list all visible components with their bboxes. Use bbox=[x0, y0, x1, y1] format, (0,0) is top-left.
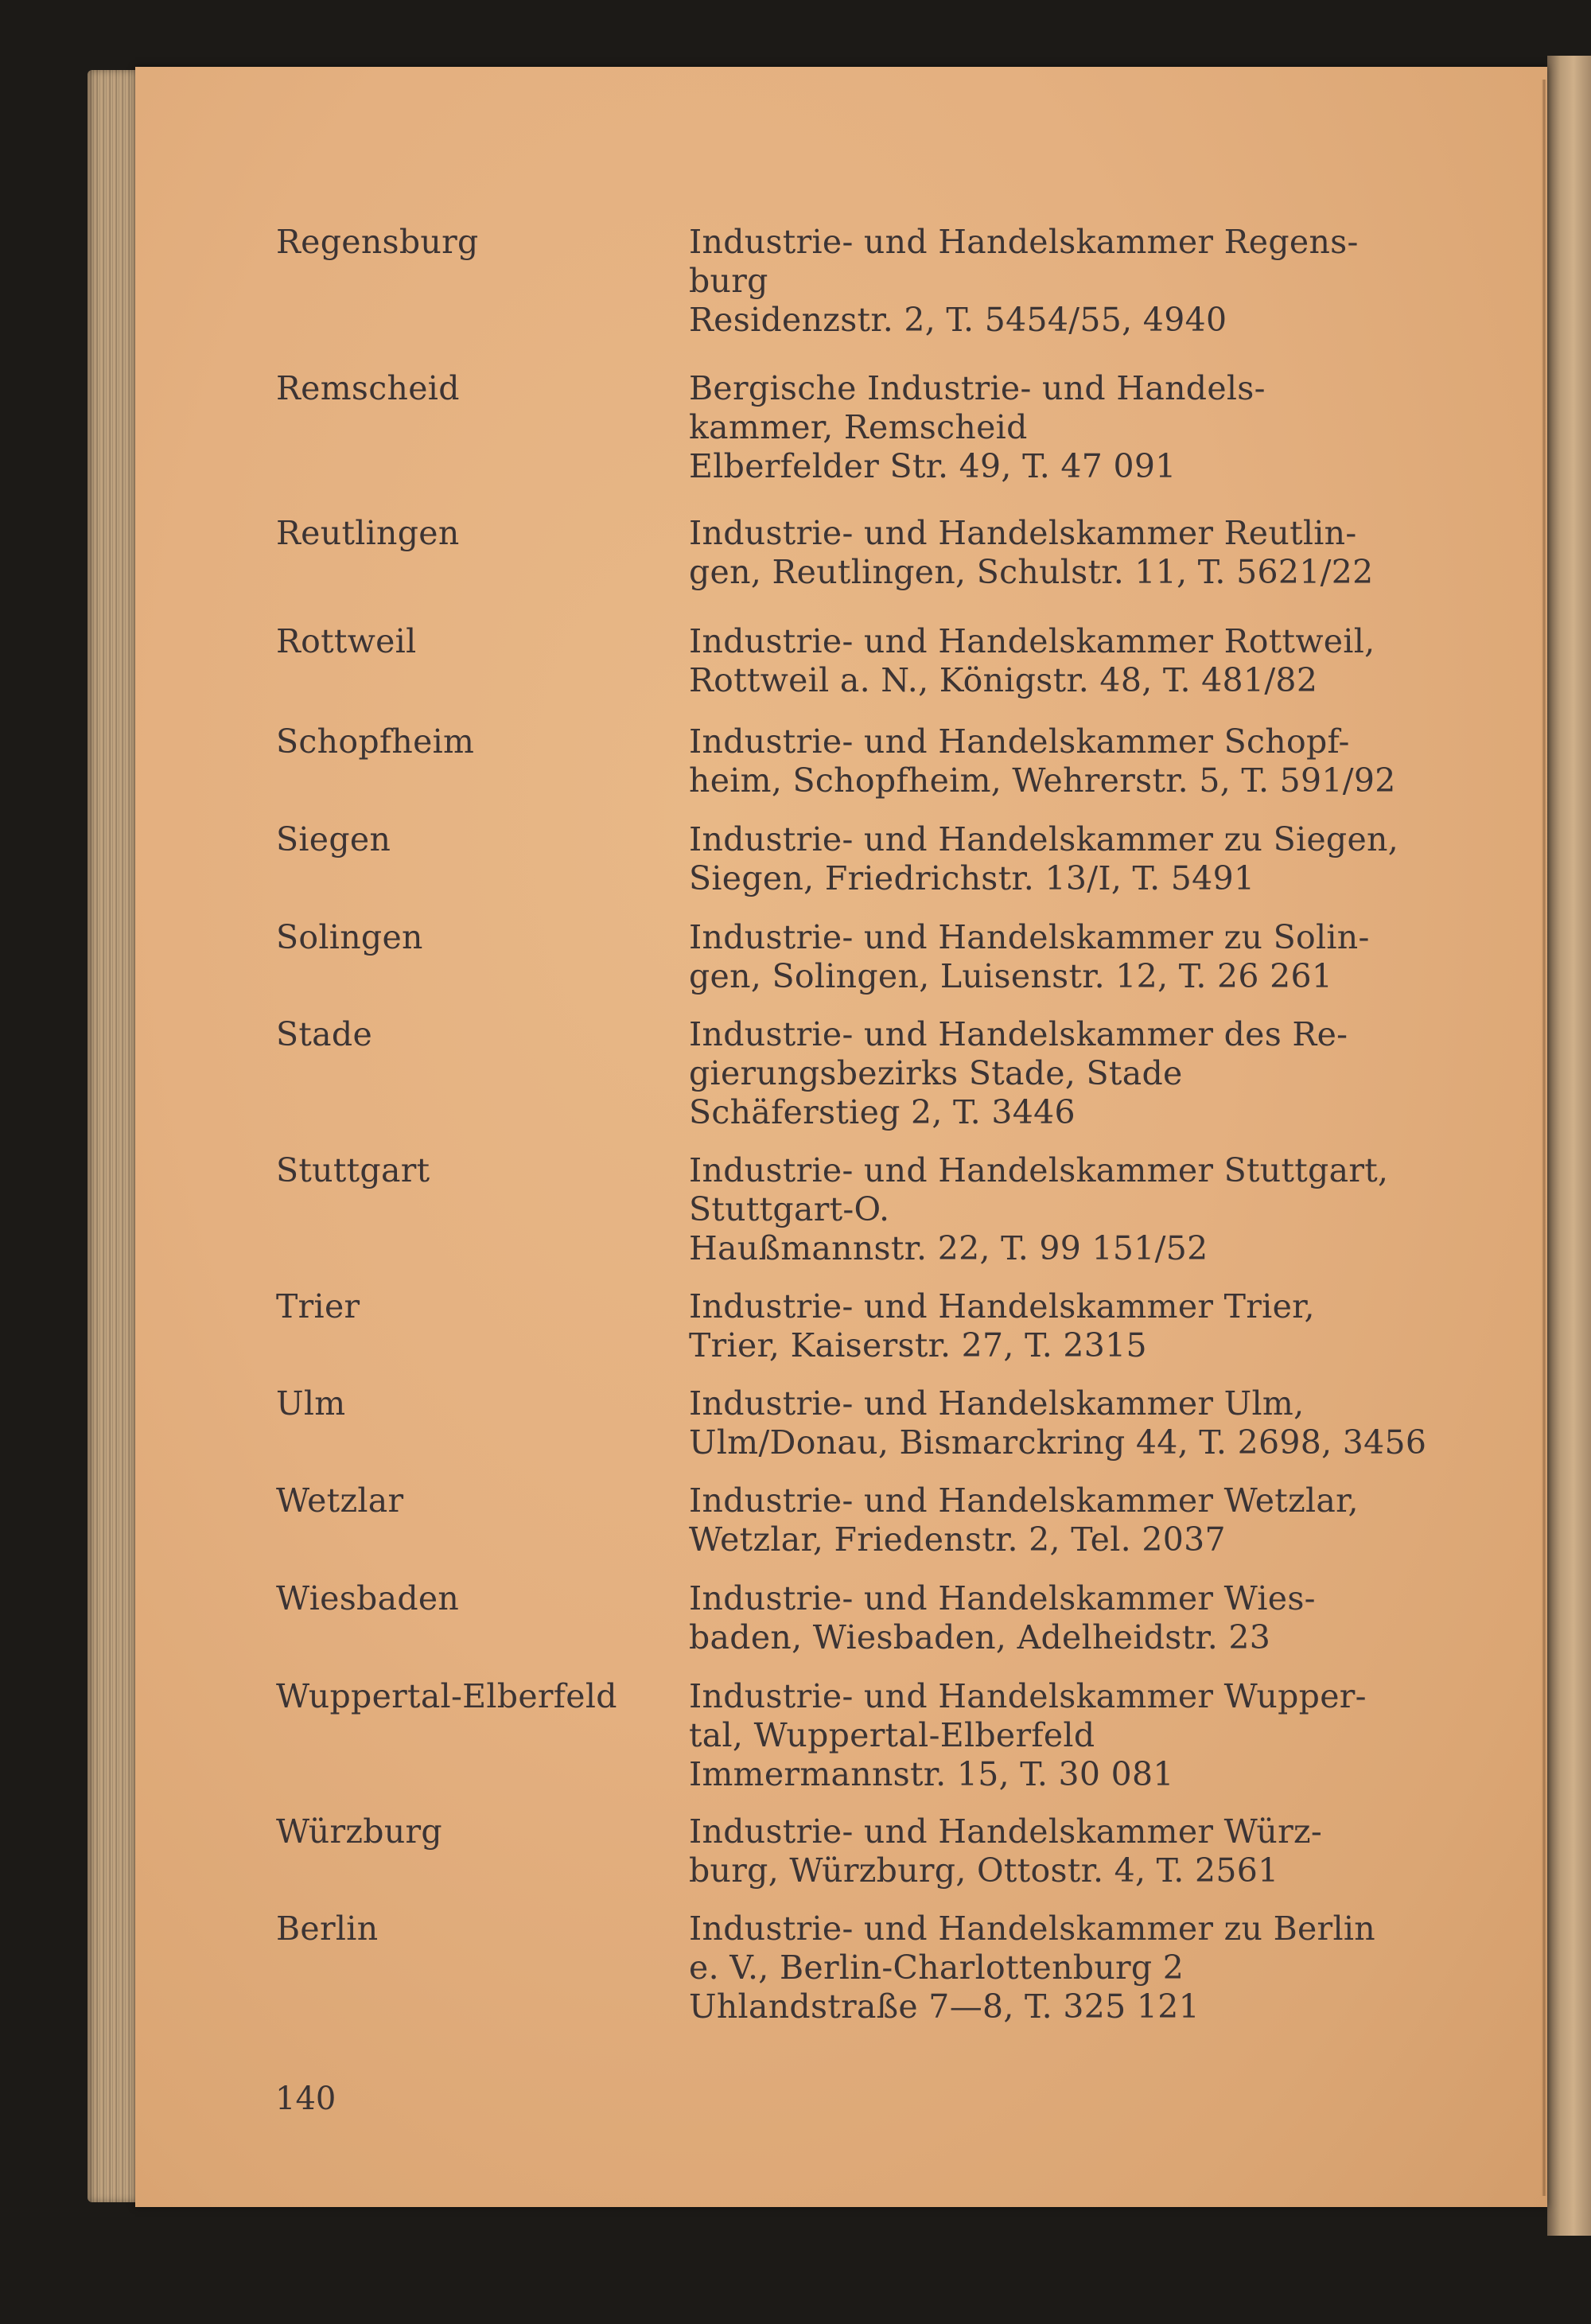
entry-city-wuppertal-elberfeld: Wuppertal-Elberfeld bbox=[276, 1677, 617, 1715]
entry-city-wiesbaden: Wiesbaden bbox=[276, 1579, 460, 1617]
entry-text-ulm bbox=[689, 1384, 1445, 1462]
entry-city-berlin: Berlin bbox=[276, 1909, 379, 1948]
entry-city-wetzlar: Wetzlar bbox=[276, 1481, 404, 1520]
entry-city-regensburg: Regensburg bbox=[276, 223, 479, 261]
entry-text-rottweil bbox=[689, 622, 1445, 700]
entry-line: Stuttgart-O. bbox=[689, 1190, 890, 1228]
page-edges-right bbox=[1547, 56, 1591, 2236]
entry-text-wiesbaden bbox=[689, 1579, 1445, 1657]
entry-city-trier: Trier bbox=[276, 1287, 360, 1325]
entry-line: Uhlandstraße 7—8, T. 325 121 bbox=[689, 1987, 1200, 2026]
entry-line: Industrie- und Handelskammer Schopf- bbox=[689, 722, 1350, 761]
entry-line: burg bbox=[689, 262, 768, 300]
entry-city-schopfheim: Schopfheim bbox=[276, 722, 475, 761]
entry-text-solingen bbox=[689, 918, 1445, 996]
entry-line: gen, Reutlingen, Schulstr. 11, T. 5621/22 bbox=[689, 553, 1374, 591]
entry-city-solingen: Solingen bbox=[276, 918, 423, 956]
entry-line: Residenzstr. 2, T. 5454/55, 4940 bbox=[689, 301, 1227, 339]
gutter-shadow bbox=[1542, 80, 1546, 2196]
entry-line: Bergische Industrie- und Handels- bbox=[689, 369, 1266, 407]
entry-city-remscheid: Remscheid bbox=[276, 369, 460, 407]
entry-line: Schäferstieg 2, T. 3446 bbox=[689, 1093, 1076, 1131]
entry-line: Immermannstr. 15, T. 30 081 bbox=[689, 1755, 1174, 1793]
entry-line: gierungsbezirks Stade, Stade bbox=[689, 1054, 1183, 1092]
entry-line: Industrie- und Handelskammer zu Berlin bbox=[689, 1909, 1375, 1948]
entry-text-regensburg bbox=[689, 223, 1445, 340]
entry-line: Industrie- und Handelskammer Regens- bbox=[689, 223, 1359, 261]
entry-text-remscheid bbox=[689, 369, 1445, 486]
entry-line: Industrie- und Handelskammer Stuttgart, bbox=[689, 1151, 1389, 1189]
entry-line: Wetzlar, Friedenstr. 2, Tel. 2037 bbox=[689, 1520, 1226, 1559]
entry-line: tal, Wuppertal-Elberfeld bbox=[689, 1716, 1095, 1754]
entry-text-siegen bbox=[689, 820, 1445, 898]
entry-line: Industrie- und Handelskammer Wetzlar, bbox=[689, 1481, 1359, 1520]
entry-city-ulm: Ulm bbox=[276, 1384, 346, 1423]
entry-line: Industrie- und Handelskammer Würz- bbox=[689, 1812, 1323, 1851]
entry-line: Trier, Kaiserstr. 27, T. 2315 bbox=[689, 1326, 1147, 1364]
entry-line: Industrie- und Handelskammer des Re- bbox=[689, 1015, 1348, 1053]
page-number: 140 bbox=[275, 2081, 336, 2117]
entry-line: Industrie- und Handelskammer Reutlin- bbox=[689, 514, 1357, 552]
entry-text-stade bbox=[689, 1015, 1445, 1132]
entry-line: Siegen, Friedrichstr. 13/I, T. 5491 bbox=[689, 859, 1255, 897]
entry-line: Rottweil a. N., Königstr. 48, T. 481/82 bbox=[689, 661, 1318, 699]
entry-line: Industrie- und Handelskammer Rottweil, bbox=[689, 622, 1375, 660]
entry-text-trier bbox=[689, 1287, 1445, 1365]
entry-line: Industrie- und Handelskammer Wupper- bbox=[689, 1677, 1367, 1715]
entry-text-wetzlar bbox=[689, 1481, 1445, 1559]
entry-text-wuppertal-elberfeld bbox=[689, 1677, 1445, 1794]
entry-city-reutlingen: Reutlingen bbox=[276, 514, 460, 552]
entry-line: burg, Würzburg, Ottostr. 4, T. 2561 bbox=[689, 1851, 1279, 1890]
entry-city-stuttgart: Stuttgart bbox=[276, 1151, 430, 1189]
entry-city-rottweil: Rottweil bbox=[276, 622, 417, 660]
entry-city-siegen: Siegen bbox=[276, 820, 391, 858]
entry-line: baden, Wiesbaden, Adelheidstr. 23 bbox=[689, 1618, 1271, 1656]
entry-line: Industrie- und Handelskammer Ulm, bbox=[689, 1384, 1305, 1423]
entry-text-stuttgart bbox=[689, 1151, 1445, 1268]
entry-text-wuerzburg bbox=[689, 1812, 1445, 1890]
entry-line: e. V., Berlin-Charlottenburg 2 bbox=[689, 1948, 1184, 1987]
entry-line: kammer, Remscheid bbox=[689, 408, 1028, 446]
entry-line: Industrie- und Handelskammer zu Siegen, bbox=[689, 820, 1399, 858]
entry-line: gen, Solingen, Luisenstr. 12, T. 26 261 bbox=[689, 957, 1333, 995]
entry-text-berlin bbox=[689, 1909, 1445, 2026]
entry-line: Industrie- und Handelskammer Wies- bbox=[689, 1579, 1316, 1617]
entry-line: heim, Schopfheim, Wehrerstr. 5, T. 591/92 bbox=[689, 761, 1396, 800]
entry-text-reutlingen bbox=[689, 514, 1445, 592]
entry-city-stade: Stade bbox=[276, 1015, 373, 1053]
entry-line: Industrie- und Handelskammer zu Solin- bbox=[689, 918, 1370, 956]
entry-line: Industrie- und Handelskammer Trier, bbox=[689, 1287, 1315, 1325]
entry-text-schopfheim bbox=[689, 722, 1445, 800]
entry-line: Ulm/Donau, Bismarckring 44, T. 2698, 3456 bbox=[689, 1423, 1427, 1462]
entry-city-wuerzburg: Würzburg bbox=[276, 1812, 442, 1851]
entry-line: Elberfelder Str. 49, T. 47 091 bbox=[689, 447, 1177, 485]
entry-line: Haußmannstr. 22, T. 99 151/52 bbox=[689, 1229, 1208, 1267]
